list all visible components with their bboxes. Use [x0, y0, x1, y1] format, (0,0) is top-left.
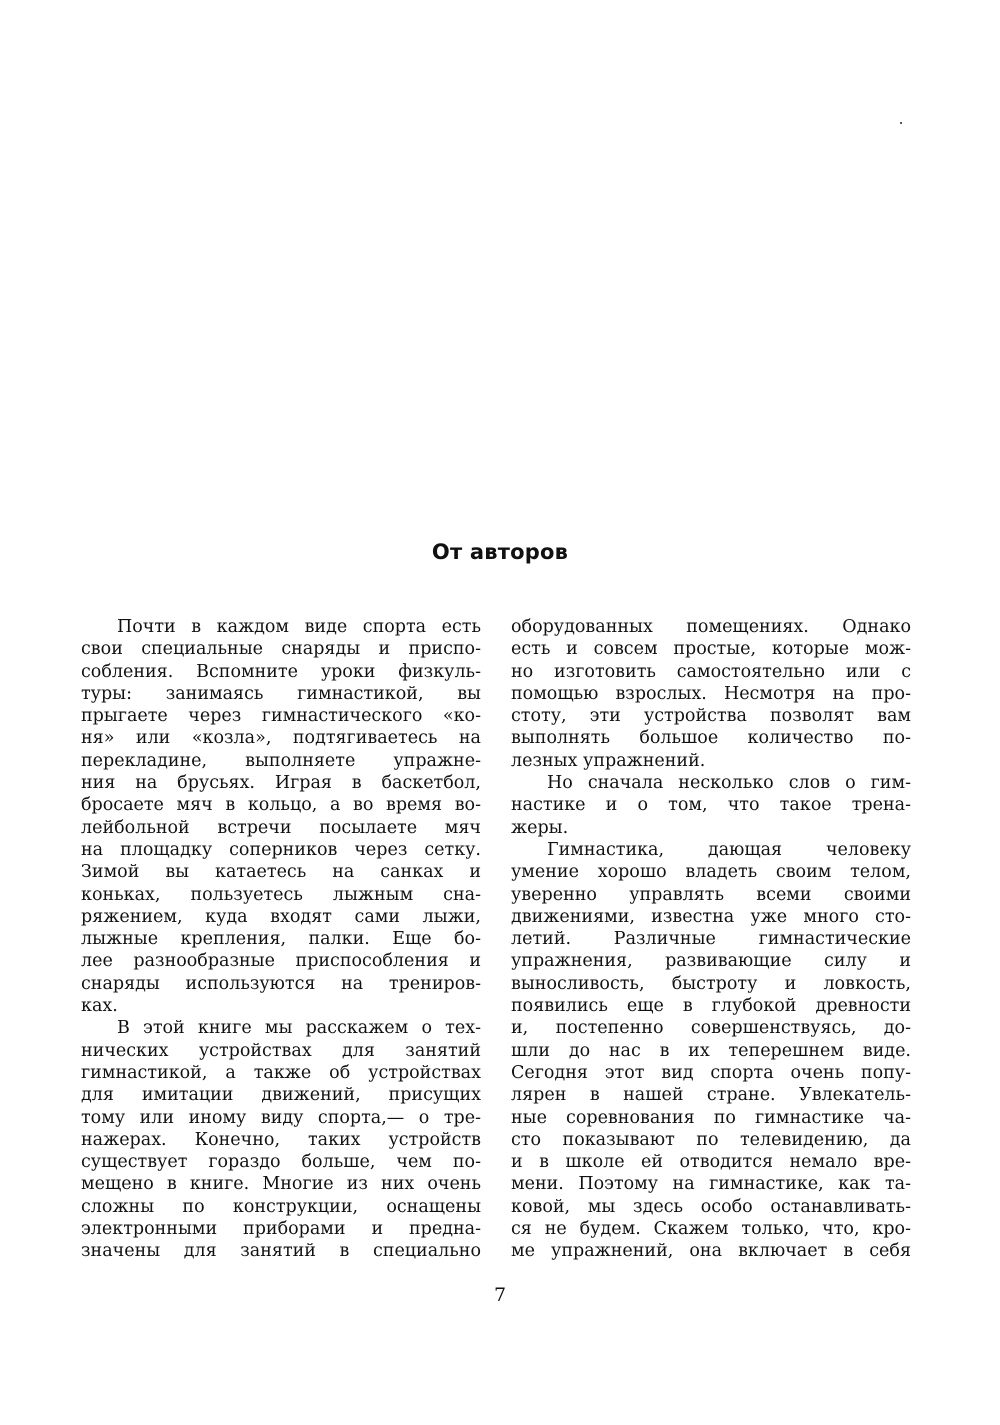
text-line: бросаете мяч в кольцо, а во время во-: [81, 795, 481, 816]
text-line: Сегодня этот вид спорта очень попу-: [511, 1062, 911, 1083]
text-line: стоту, эти устройства позволят вам: [511, 706, 911, 727]
text-line: мещено в книге. Многие из них очень: [81, 1174, 481, 1195]
text-line: гимнастикой, а также об устройствах: [81, 1062, 481, 1083]
section-heading: От авторов: [431, 540, 569, 564]
text-line: лыжные крепления, палки. Еще бо-: [81, 929, 481, 950]
text-line: Почти в каждом виде спорта есть: [117, 617, 481, 637]
text-line: ме упражнений, она включает в себя: [511, 1241, 911, 1262]
text-line: есть и совсем простые, которые мож-: [511, 639, 911, 660]
text-line: ряжением, куда входят сами лыжи,: [81, 906, 481, 927]
text-line: лее разнообразные приспособления и: [81, 951, 481, 972]
text-line: ся не будем. Скажем только, что, кро-: [511, 1219, 911, 1240]
text-line: жеры.: [511, 817, 569, 838]
text-line: лейбольной встречи посылаете мяч: [81, 817, 481, 838]
text-line: электронными приборами и предна-: [81, 1219, 481, 1240]
text-line: свои специальные снаряды и приспо-: [81, 639, 481, 660]
text-line: выносливость, быстроту и ловкость,: [511, 973, 911, 994]
text-line: ня» или «козла», подтягиваетесь на: [81, 728, 481, 749]
text-line: прыгаете через гимнастического «ко-: [81, 706, 481, 727]
text-line: ные соревнования по гимнастике ча-: [511, 1107, 911, 1128]
text-line: и, постепенно совершенствуясь, до-: [511, 1018, 911, 1039]
text-line: существует гораздо больше, чем по-: [81, 1152, 481, 1173]
text-line: уверенно управлять всеми своими: [511, 884, 911, 905]
text-line: но изготовить самостоятельно или с: [511, 661, 911, 682]
text-line: Но сначала несколько слов о гим-: [547, 773, 911, 794]
text-line: выполнять большое количество по-: [511, 728, 911, 749]
scan-speck: [900, 122, 902, 124]
text-line: лярен в нашей стране. Увлекатель-: [511, 1085, 911, 1106]
text-line: упражнения, развивающие силу и: [511, 951, 911, 972]
text-line: движениями, известна уже много сто-: [511, 906, 911, 927]
text-line: снаряды используются на трениров-: [81, 973, 481, 994]
right-text-column: [511, 616, 911, 1263]
text-line: шли до нас в их теперешнем виде.: [511, 1040, 911, 1061]
text-line: и в школе ей отводится немало вре-: [511, 1152, 911, 1173]
text-line: Гимнастика, дающая человеку: [547, 839, 911, 860]
text-line: В этой книге мы расскажем о тех-: [117, 1018, 481, 1039]
text-line: появились еще в глубокой древности: [511, 996, 911, 1017]
text-line: мени. Поэтому на гимнастике, как та-: [511, 1174, 911, 1195]
left-text-column: [81, 616, 481, 1263]
text-line: сто показывают по телевидению, да: [511, 1129, 911, 1150]
text-line: Зимой вы катаетесь на санках и: [81, 862, 481, 883]
text-line: сложны по конструкции, оснащены: [81, 1196, 481, 1217]
text-line: перекладине, выполняете упражне-: [81, 750, 481, 771]
text-line: ках.: [81, 996, 118, 1017]
text-line: настике и о том, что такое трена-: [511, 795, 911, 816]
text-line: ния на брусьях. Играя в баскетбол,: [81, 773, 481, 794]
text-line: лезных упражнений.: [511, 750, 706, 771]
text-line: нажерах. Конечно, таких устройств: [81, 1129, 481, 1150]
page-number: 7: [493, 1284, 507, 1306]
text-line: нических устройствах для занятий: [81, 1040, 481, 1061]
text-line: тому или иному виду спорта,— о тре-: [81, 1107, 481, 1128]
text-line: значены для занятий в специально: [81, 1241, 481, 1262]
text-line: туры: занимаясь гимнастикой, вы: [81, 683, 481, 704]
text-line: коньках, пользуетесь лыжным сна-: [81, 884, 481, 905]
text-line: для имитации движений, присущих: [81, 1085, 481, 1106]
text-line: помощью взрослых. Несмотря на про-: [511, 683, 911, 704]
text-line: собления. Вспомните уроки физкуль-: [81, 661, 481, 682]
text-line: умение хорошо владеть своим телом,: [511, 862, 911, 883]
text-line: оборудованных помещениях. Однако: [511, 617, 911, 637]
text-line: на площадку соперников через сетку.: [81, 839, 481, 860]
text-line: летий. Различные гимнастические: [511, 929, 911, 950]
text-line: ковой, мы здесь особо останавливать-: [511, 1196, 911, 1217]
